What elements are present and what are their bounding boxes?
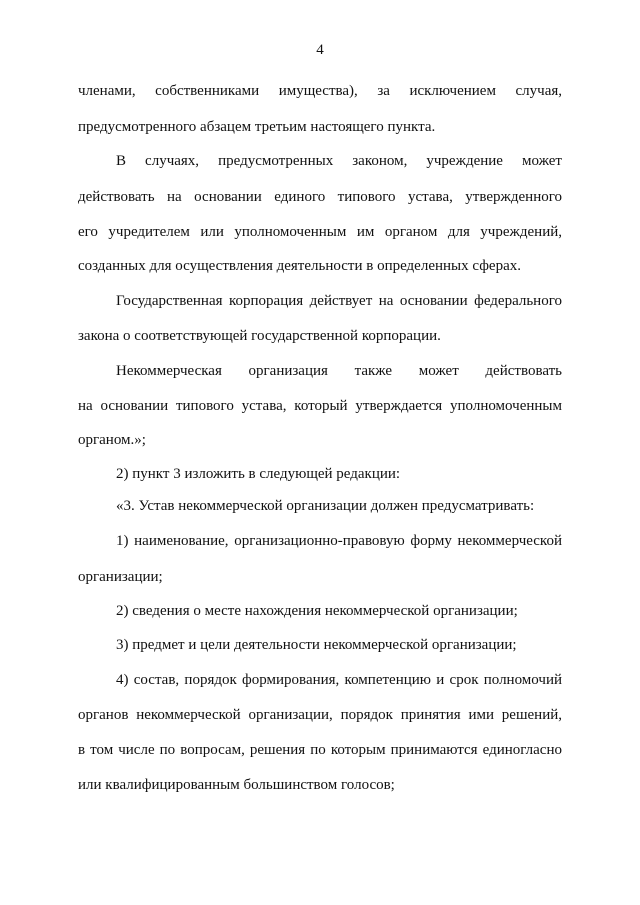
- text-line: организации;: [78, 569, 163, 585]
- page-number: 4: [316, 42, 324, 58]
- text-line: «3. Устав некоммерческой организации должен предусматривать:: [116, 498, 535, 514]
- text-line: 4) состав, порядок формирования, компетенцию и срок полномочий: [116, 672, 562, 688]
- text-line: В случаях, предусмотренных законом, учреждение может: [116, 153, 562, 169]
- text-line: его учредителем или уполномоченным им органом для учреждений,: [78, 224, 562, 240]
- text-line: или квалифицированным большинством голосов;: [78, 777, 395, 793]
- text-line: членами, собственниками имущества), за исключением случая,: [78, 83, 562, 99]
- text-line: Государственная корпорация действует на основании федерального: [116, 293, 562, 309]
- text-line: закона о соответствующей государственной корпорации.: [78, 328, 441, 344]
- text-line: действовать на основании единого типового устава, утвержденного: [78, 189, 562, 205]
- text-line: органов некоммерческой организации, порядок принятия ими решений,: [78, 707, 562, 723]
- text-line: органом.»;: [78, 432, 146, 448]
- text-line: на основании типового устава, который утверждается уполномоченным: [78, 398, 562, 414]
- text-line: 2) пункт 3 изложить в следующей редакции:: [116, 466, 401, 482]
- text-line: 2) сведения о месте нахождения некоммерческой организации;: [116, 603, 518, 619]
- text-line: созданных для осуществления деятельности в определенных сферах.: [78, 258, 521, 274]
- text-line: 1) наименование, организационно-правовую форму некоммерческой: [116, 533, 562, 549]
- text-line: в том числе по вопросам, решения по которым принимаются единогласно: [78, 742, 562, 758]
- text-line: Некоммерческая организация также может действовать: [116, 363, 562, 379]
- text-line: 3) предмет и цели деятельности некоммерческой организации;: [116, 637, 517, 653]
- text-line: предусмотренного абзацем третьим настоящего пункта.: [78, 119, 436, 135]
